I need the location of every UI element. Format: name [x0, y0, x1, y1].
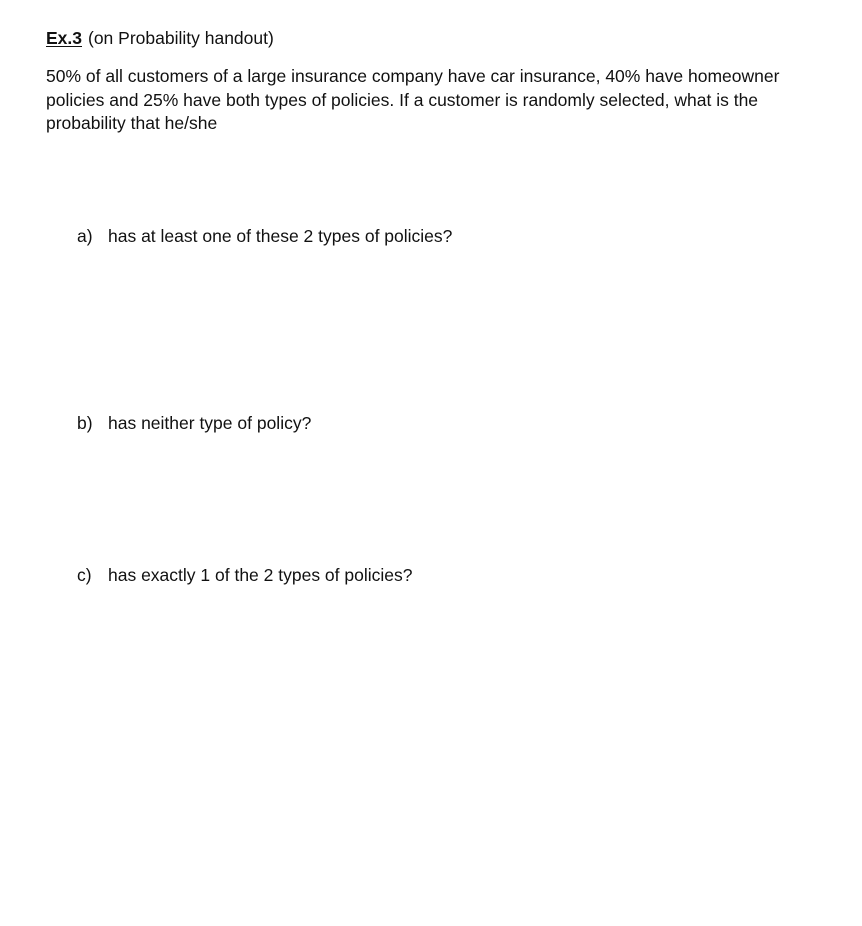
problem-statement: [46, 65, 858, 136]
problem-line-1: 50% of all customers of a large insurance company have car insurance, 40% have homeowner: [46, 66, 780, 86]
problem-line-2: policies and 25% have both types of policies. If a customer is randomly selected, what is the: [46, 89, 759, 110]
question-text: has at least one of these 2 types of policies?: [108, 226, 453, 246]
question-text: has exactly 1 of the 2 types of policies?: [108, 565, 413, 585]
question-a: [77, 225, 452, 247]
exercise-title: [46, 27, 274, 49]
question-letter: c): [77, 565, 92, 585]
question-letter: b): [77, 413, 93, 433]
question-b: [77, 412, 311, 434]
question-c: [77, 564, 412, 586]
problem-line-3: probability that he/she: [46, 113, 218, 133]
question-text: has neither type of policy?: [108, 413, 312, 433]
exercise-label: Ex.3: [46, 28, 82, 48]
question-letter: a): [77, 226, 93, 246]
exercise-subtitle: (on Probability handout): [88, 28, 274, 48]
